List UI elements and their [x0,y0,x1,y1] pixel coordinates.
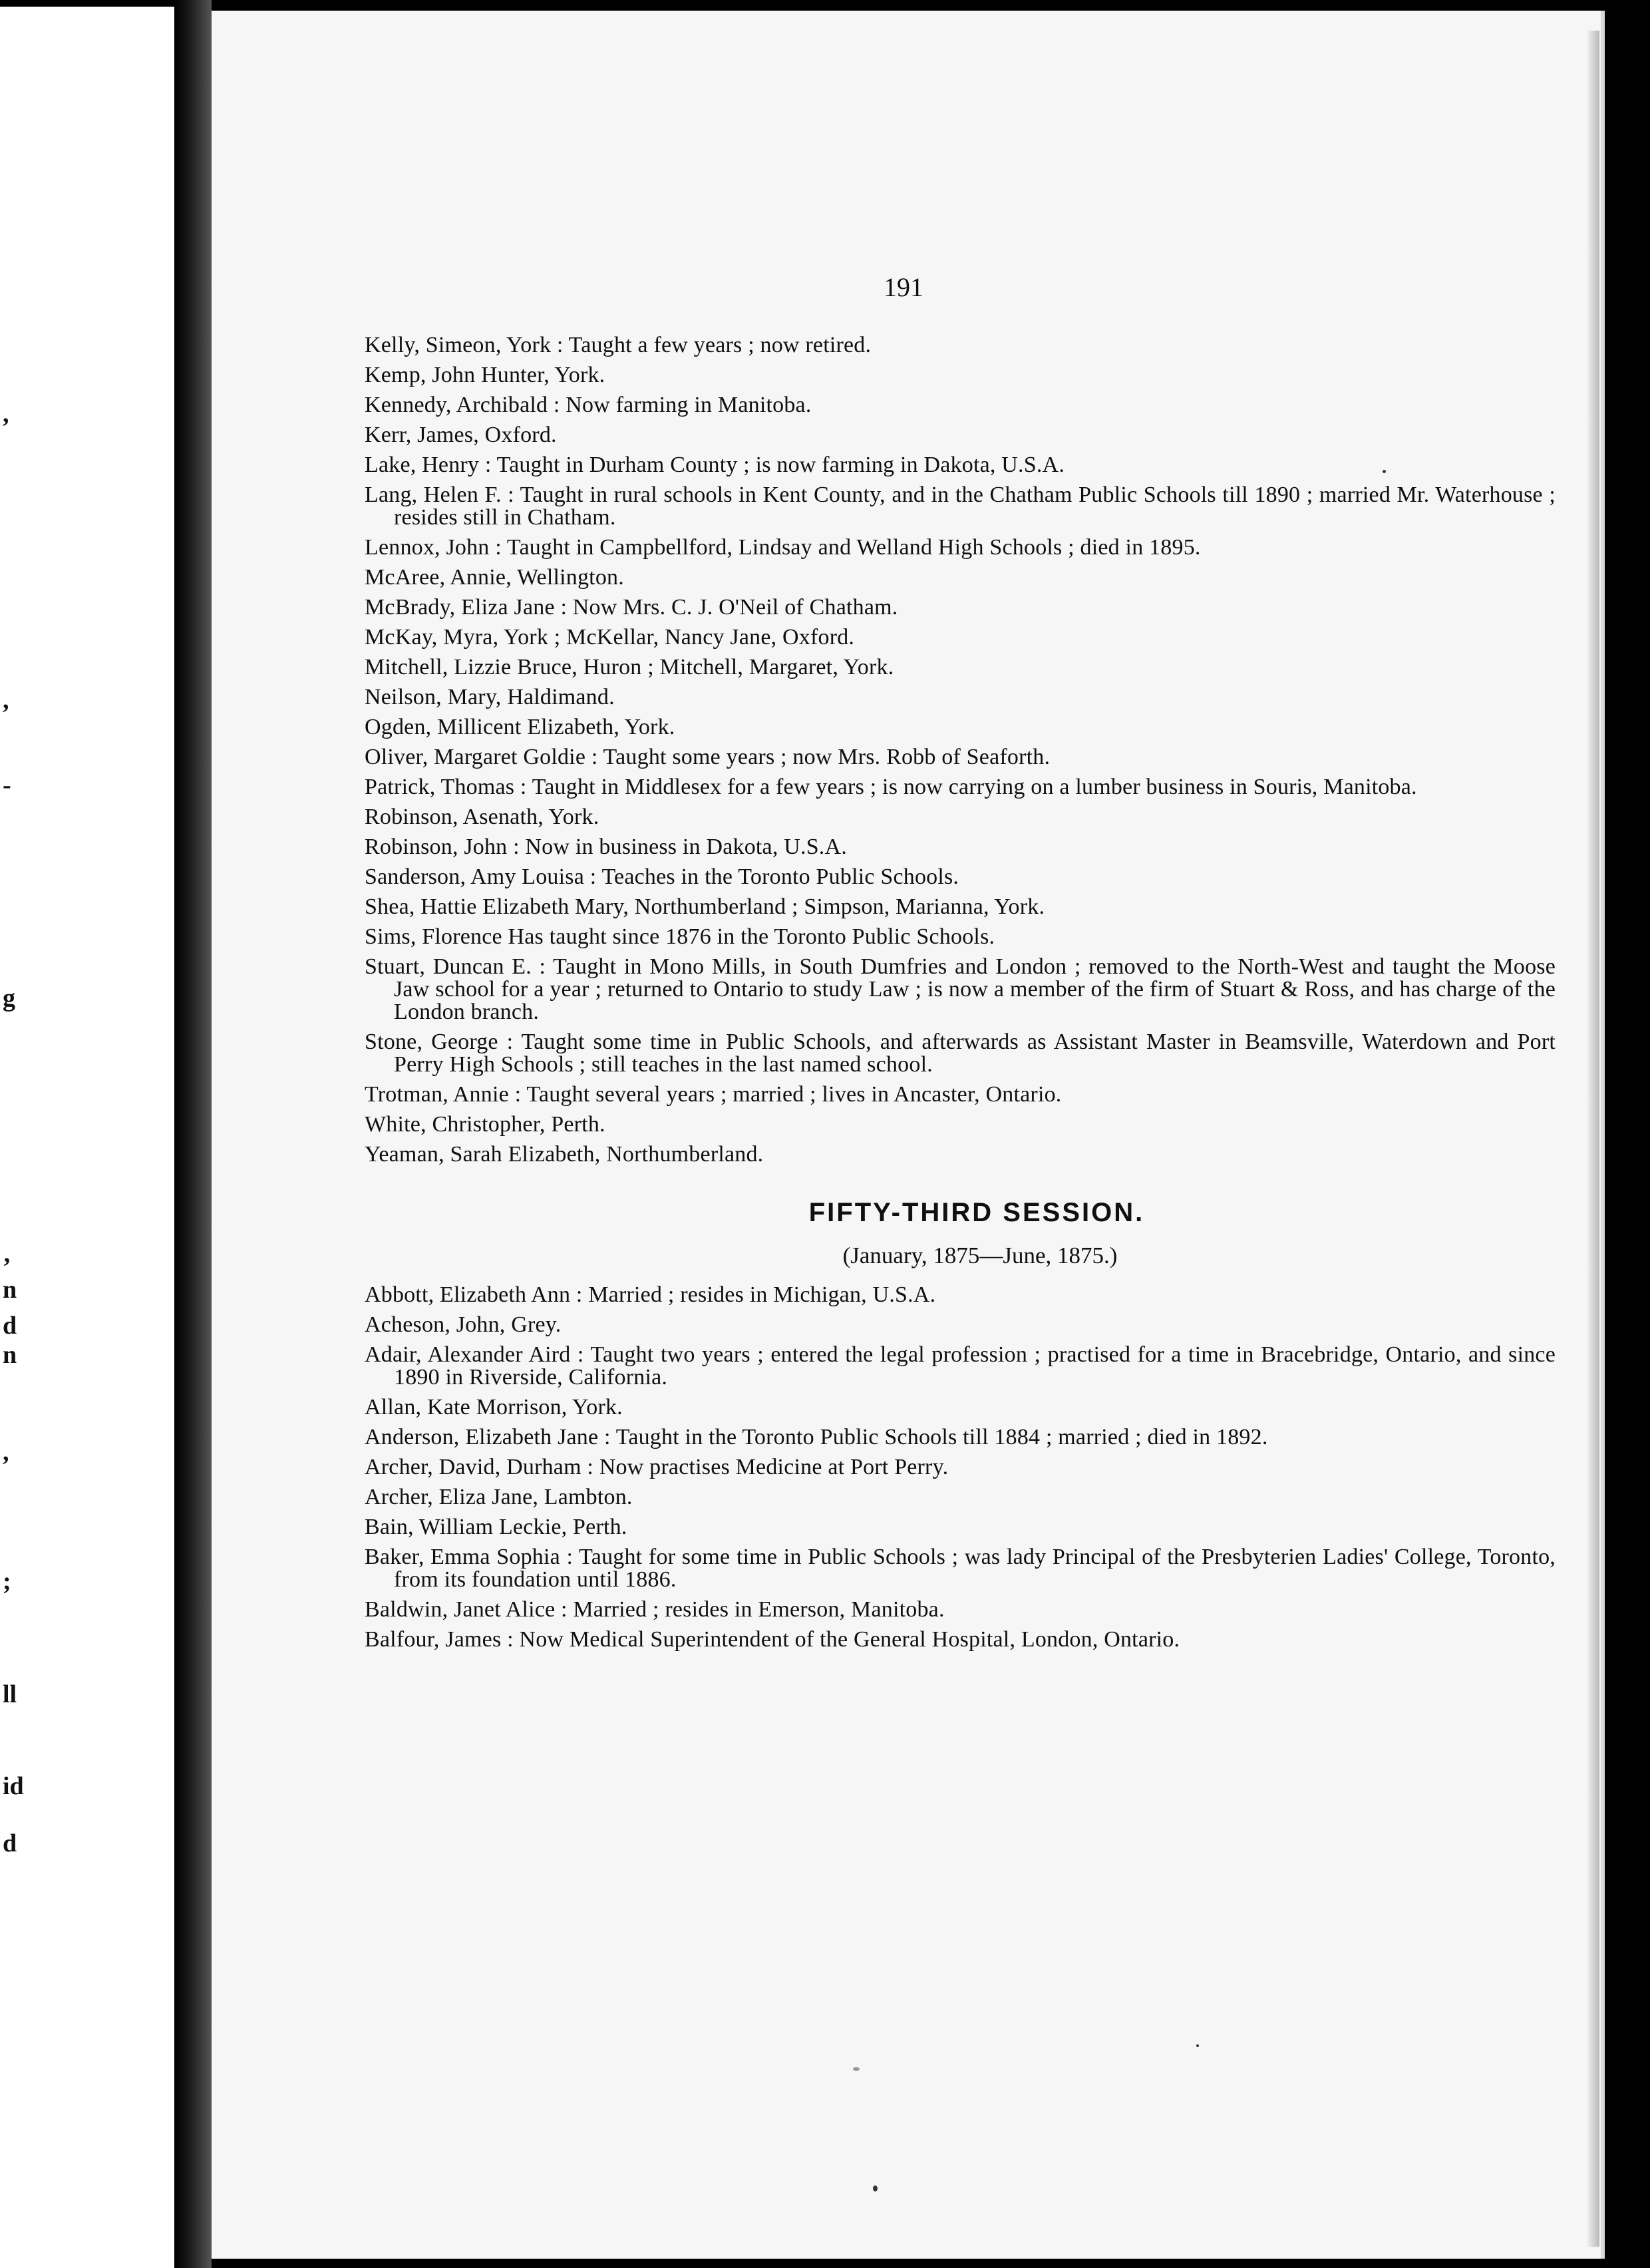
register-entry: McKay, Myra, York ; McKellar, Nancy Jane, Oxford. [365,625,855,650]
entries-list-previous-session [365,334,1556,1166]
register-entry: Adair, Alexander Aird : Taught two years ; entered the legal profession ; practised for a time in Bracebridge, Ontario, and since 1890 in Riverside, California. [365,1342,1556,1390]
register-entry: White, Christopher, Perth. [365,1112,605,1137]
register-entry: Lake, Henry : Taught in Durham County ; is now farming in Dakota, U.S.A. [365,453,1065,477]
register-entry: Stone, George : Taught some time in Public Schools, and afterwards as Assistant Master in Beamsville, Waterdown and Port Perry High Schools ; still teaches in the last named school. [365,1030,1556,1077]
print-speck [873,2185,878,2191]
left-page-fragment: ; [3,1567,11,1595]
register-entry: Acheson, John, Grey. [365,1312,562,1337]
register-entry: Abbott, Elizabeth Ann : Married ; resides in Michigan, U.S.A. [365,1282,936,1307]
register-entry: Robinson, John : Now in business in Dakota, U.S.A. [365,835,847,859]
left-page-fragment: , [3,686,9,714]
left-page-fragment: - [3,771,11,799]
left-page-fragment: id [3,1772,24,1800]
register-entry: Lang, Helen F. : Taught in rural schools in Kent County, and in the Chatham Public Schools till 1890 ; married Mr. Waterhouse ; resides still in Chatham. [365,482,1556,530]
left-page-fragment: n [3,1276,17,1304]
register-entry: Archer, Eliza Jane, Lambton. [365,1485,633,1509]
register-entry: Oliver, Margaret Goldie : Taught some years ; now Mrs. Robb of Seaforth. [365,745,1051,769]
register-entry: Mitchell, Lizzie Bruce, Huron ; Mitchell, Margaret, York. [365,655,894,679]
register-entry: Kennedy, Archibald : Now farming in Manitoba. [365,393,812,417]
register-entry: Yeaman, Sarah Elizabeth, Northumberland. [365,1142,764,1167]
register-entry: Balfour, James : Now Medical Superintendent of the General Hospital, London, Ontario. [365,1627,1180,1652]
register-entry: Allan, Kate Morrison, York. [365,1395,623,1419]
left-page-fragment: , [3,1438,9,1466]
adjacent-left-page [0,7,174,2268]
left-page-fragment: n [3,1341,17,1369]
register-entry: Sims, Florence Has taught since 1876 in the Toronto Public Schools. [365,924,995,949]
register-entry: Ogden, Millicent Elizabeth, York. [365,715,675,739]
register-entry: Baker, Emma Sophia : Taught for some time in Public Schools ; was lady Principal of the Presbyterien Ladies' College, Toronto, from its foundation until 1886. [365,1545,1556,1592]
register-entry: McBrady, Eliza Jane : Now Mrs. C. J. O'Neil of Chatham. [365,595,898,620]
session-heading: FIFTY-THIRD SESSION. [808,1198,1145,1227]
register-entry: Bain, William Leckie, Perth. [365,1515,627,1539]
print-speck [853,2067,860,2071]
left-page-fragment: d [3,1312,17,1340]
left-page-fragment: d [3,1829,17,1857]
register-entry: Kemp, John Hunter, York. [365,363,605,387]
register-entry: Archer, David, Durham : Now practises Medicine at Port Perry. [365,1455,949,1479]
register-entry: Lennox, John : Taught in Campbellford, Lindsay and Welland High Schools ; died in 1895. [365,535,1201,560]
print-speck [1196,2044,1199,2047]
register-entry: Anderson, Elizabeth Jane : Taught in the Toronto Public Schools till 1884 ; married ; died in 1892. [365,1425,1268,1449]
book-gutter [174,0,212,2268]
print-speck [1383,470,1386,473]
register-entry: Sanderson, Amy Louisa : Teaches in the Toronto Public Schools. [365,864,959,889]
page-number: 191 [884,272,923,302]
register-entry: McAree, Annie, Wellington. [365,565,624,590]
left-page-fragment: ll [3,1680,17,1708]
register-entry: Stuart, Duncan E. : Taught in Mono Mills, in South Dumfries and London ; removed to the North-West and taught the Moose Jaw school for a year ; returned to Ontario to study Law ; is now a member of the firm of Stuart & Ross, and has charge of the London branch. [365,954,1556,1024]
register-entry: Patrick, Thomas : Taught in Middlesex for a few years ; is now carrying on a lumber business in Souris, Manitoba. [365,775,1417,799]
page-edge-shadow [1587,31,1599,2247]
left-page-fragment: , [3,400,9,428]
register-entry: Neilson, Mary, Haldimand. [365,685,615,709]
left-page-fragment: ‚ [3,1240,11,1268]
register-entry: Trotman, Annie : Taught several years ; married ; lives in Ancaster, Ontario. [365,1082,1062,1107]
register-entry: Shea, Hattie Elizabeth Mary, Northumberland ; Simpson, Marianna, York. [365,894,1045,919]
book-page [212,11,1605,2259]
register-entry: Kelly, Simeon, York : Taught a few years ; now retired. [365,333,872,357]
register-entry: Robinson, Asenath, York. [365,805,599,829]
register-text [365,334,1556,1658]
entries-list-fifty-third-session [365,1284,1556,1651]
register-entry: Kerr, James, Oxford. [365,423,557,447]
register-entry: Baldwin, Janet Alice : Married ; resides in Emerson, Manitoba. [365,1597,945,1622]
left-page-fragment: g [3,984,15,1012]
session-dates: (January, 1875—June, 1875.) [842,1242,1118,1268]
